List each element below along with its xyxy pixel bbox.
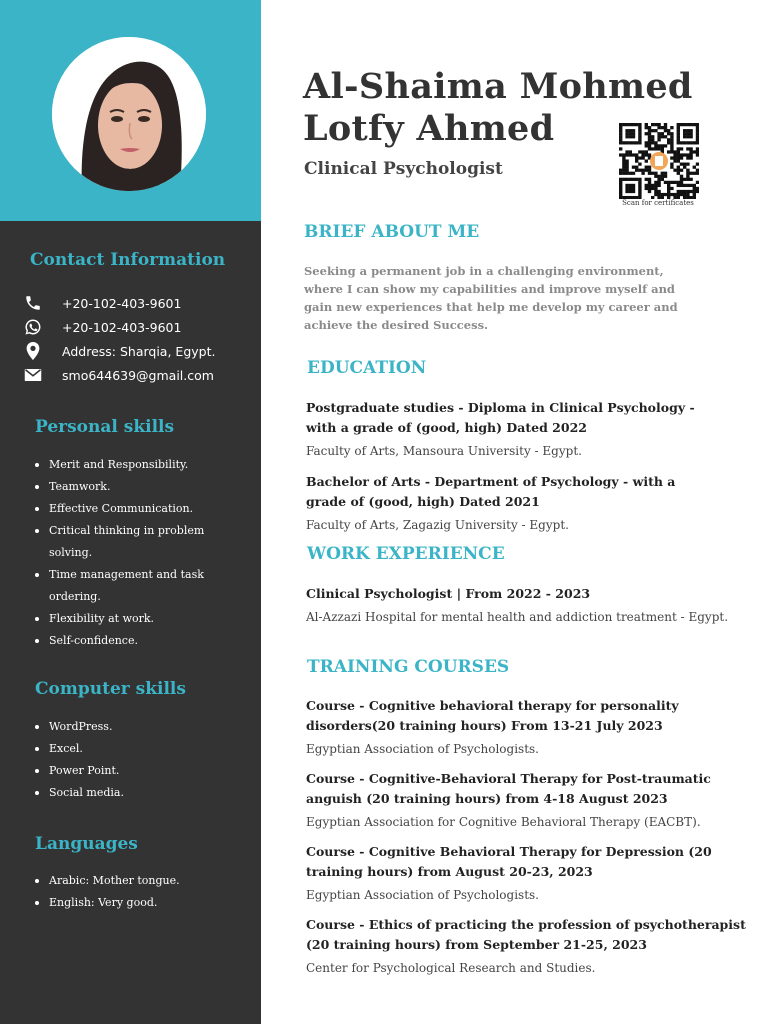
list-item-continuation: ordering. [49, 590, 101, 603]
training-entry-provider: Egyptian Association for Cognitive Behavioral Therapy (EACBT). [306, 815, 701, 829]
training-entry-provider: Egyptian Association of Psychologists. [306, 742, 539, 756]
education-heading: EDUCATION [307, 358, 427, 378]
qr-caption: Scan for certificates [622, 199, 694, 207]
education-entry-title: Postgraduate studies - Diploma in Clinical Psychology - with a grade of (good, high) Dated 2022 [306, 400, 695, 435]
training-entry-title: Course - Cognitive-Behavioral Therapy for Post-traumatic anguish (20 training hours) from 4-18 August 2023 [306, 771, 711, 806]
list-item: WordPress. [34, 716, 124, 738]
contact-address [24, 341, 215, 361]
training-heading: TRAINING COURSES [307, 657, 510, 677]
personal-skills-heading: Personal skills [35, 417, 175, 437]
list-item-continuation: solving. [49, 546, 93, 559]
work-entry-title: Clinical Psychologist | From 2022 - 2023 [306, 586, 591, 601]
contact-phone-text: +20-102-403-9601 [62, 295, 182, 311]
list-item: Merit and Responsibility. [34, 454, 204, 476]
list-item: Teamwork. [34, 476, 204, 498]
list-item: Critical thinking in problem [34, 520, 204, 542]
email-icon [24, 365, 46, 385]
person-name-line1: Al-Shaima Mohmed [303, 66, 693, 107]
list-item: Excel. [34, 738, 124, 760]
list-item: Flexibility at work. [34, 608, 204, 630]
list-item: Time management and task [34, 564, 204, 586]
person-name-line2: Lotfy Ahmed [303, 108, 555, 149]
about-heading: BRIEF ABOUT ME [304, 222, 480, 242]
job-title: Clinical Psychologist [304, 159, 503, 179]
phone-icon [24, 293, 46, 313]
work-entry-employer: Al-Azzazi Hospital for mental health and addiction treatment - Egypt. [306, 610, 729, 624]
education-entry-institution: Faculty of Arts, Mansoura University - Egypt. [306, 444, 582, 458]
computer-skills-heading: Computer skills [35, 679, 186, 699]
training-entry-title: Course - Ethics of practicing the profession of psychotherapist (20 training hours) from September 21-25, 2023 [306, 917, 746, 952]
contact-heading: Contact Information [30, 250, 226, 270]
contact-phone [24, 293, 181, 313]
languages-list [34, 870, 180, 914]
education-entry-institution: Faculty of Arts, Zagazig University - Egypt. [306, 518, 569, 532]
personal-skills-list [34, 454, 204, 652]
list-item: English: Very good. [34, 892, 180, 914]
contact-email-text: smo644639@gmail.com [62, 367, 214, 383]
contact-address-text: Address: Sharqia, Egypt. [62, 343, 216, 359]
location-icon [24, 341, 46, 361]
list-item: Self-confidence. [34, 630, 204, 652]
education-entry-title: Bachelor of Arts - Department of Psychology - with a grade of (good, high) Dated 2021 [306, 474, 676, 509]
list-item: Effective Communication. [34, 498, 204, 520]
list-item: Arabic: Mother tongue. [34, 870, 180, 892]
list-item: Power Point. [34, 760, 124, 782]
training-entry-provider: Egyptian Association of Psychologists. [306, 888, 539, 902]
computer-skills-list [34, 716, 124, 804]
contact-email [24, 365, 214, 385]
about-text: Seeking a permanent job in a challenging environment, where I can show my capabilities and improve myself and gain new experiences that help me develop my career and achieve the desired Success. [304, 264, 678, 332]
list-item: Social media. [34, 782, 124, 804]
languages-heading: Languages [35, 834, 138, 854]
training-entry-provider: Center for Psychological Research and Studies. [306, 961, 596, 975]
contact-whatsapp [24, 317, 181, 337]
whatsapp-icon [24, 317, 46, 337]
training-entry-title: Course - Cognitive behavioral therapy for personality disorders(20 training hours) From 13-21 July 2023 [306, 698, 679, 733]
work-heading: WORK EXPERIENCE [307, 544, 505, 564]
qr-code[interactable] [619, 123, 699, 199]
training-entry-title: Course - Cognitive Behavioral Therapy for Depression (20 training hours) from August 20-23, 2023 [306, 844, 712, 879]
profile-photo [52, 37, 206, 191]
contact-whatsapp-text: +20-102-403-9601 [62, 319, 182, 335]
